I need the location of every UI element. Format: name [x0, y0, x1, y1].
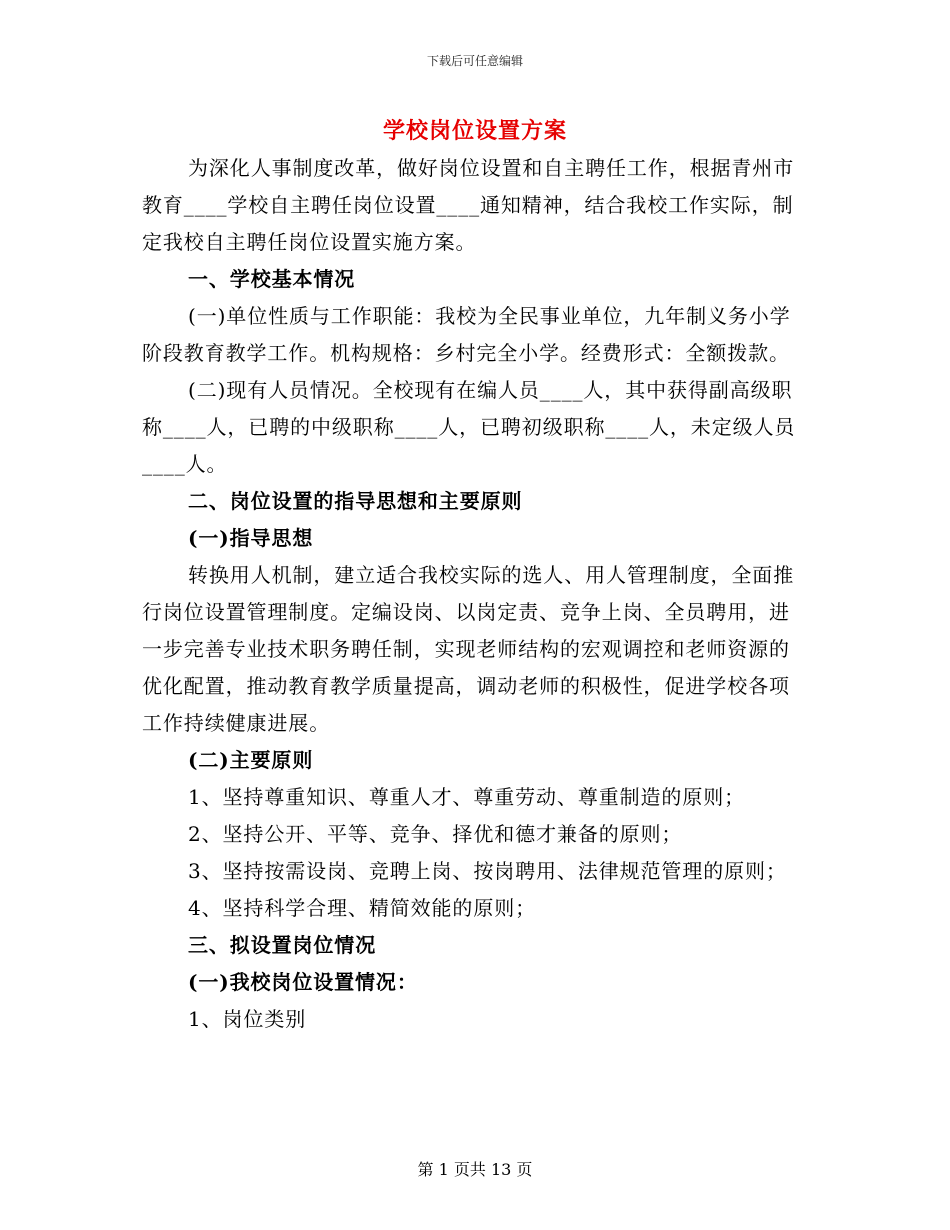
page-header-note: 下载后可任意编辑	[426, 54, 523, 68]
section-2-paragraph-1: 转换用人机制，建立适合我校实际的选人、用人管理制度，全面推行岗位设置管理制度。定编设岗、以岗定责、竞争上岗、全员聘用，进一步完善专业技术职务聘任制，实现老师结构的宏观调控和老师资源的优化配置，推动教育教学质量提高，调动老师的积极性，促进学校各项工作持续健康进展。	[142, 563, 795, 735]
section-1-heading: 一、学校基本情况	[188, 267, 356, 291]
principle-item: 1、坚持尊重知识、尊重人才、尊重劳动、尊重制造的原则；	[188, 785, 746, 809]
document-title: 学校岗位设置方案	[382, 118, 567, 144]
section-3-item-1: 1、岗位类别	[188, 1007, 307, 1031]
section-2-subheading-1: (一)指导思想	[188, 526, 314, 550]
page-number: 第 1 页共 13 页	[417, 1160, 533, 1179]
document-body	[142, 150, 802, 1038]
principle-item: 4、坚持科学合理、精简效能的原则；	[188, 896, 537, 920]
section-2-heading: 二、岗位设置的指导思想和主要原则	[188, 489, 523, 513]
principle-item: 3、坚持按需设岗、竞聘上岗、按岗聘用、法律规范管理的原则；	[188, 859, 787, 883]
principle-item: 2、坚持公开、平等、竞争、择优和德才兼备的原则；	[188, 822, 683, 846]
intro-paragraph: 为深化人事制度改革，做好岗位设置和自主聘任工作，根据青州市教育____学校自主聘任岗位设置____通知精神，结合我校工作实际，制定我校自主聘任岗位设置实施方案。	[142, 156, 795, 254]
section-3-heading: 三、拟设置岗位情况	[188, 933, 377, 957]
section-1-paragraph-1: (一)单位性质与工作职能：我校为全民事业单位，九年制义务小学阶段教育教学工作。机构规格：乡村完全小学。经费形式：全额拨款。	[142, 304, 791, 365]
section-1-paragraph-2: (二)现有人员情况。全校现有在编人员____人，其中获得副高级职称____人，已聘的中级职称____人，已聘初级职称____人，未定级人员____人。	[142, 378, 796, 476]
section-3-subheading-1: (一)我校岗位设置情况：	[188, 970, 418, 994]
section-2-subheading-2: (二)主要原则	[188, 748, 314, 772]
